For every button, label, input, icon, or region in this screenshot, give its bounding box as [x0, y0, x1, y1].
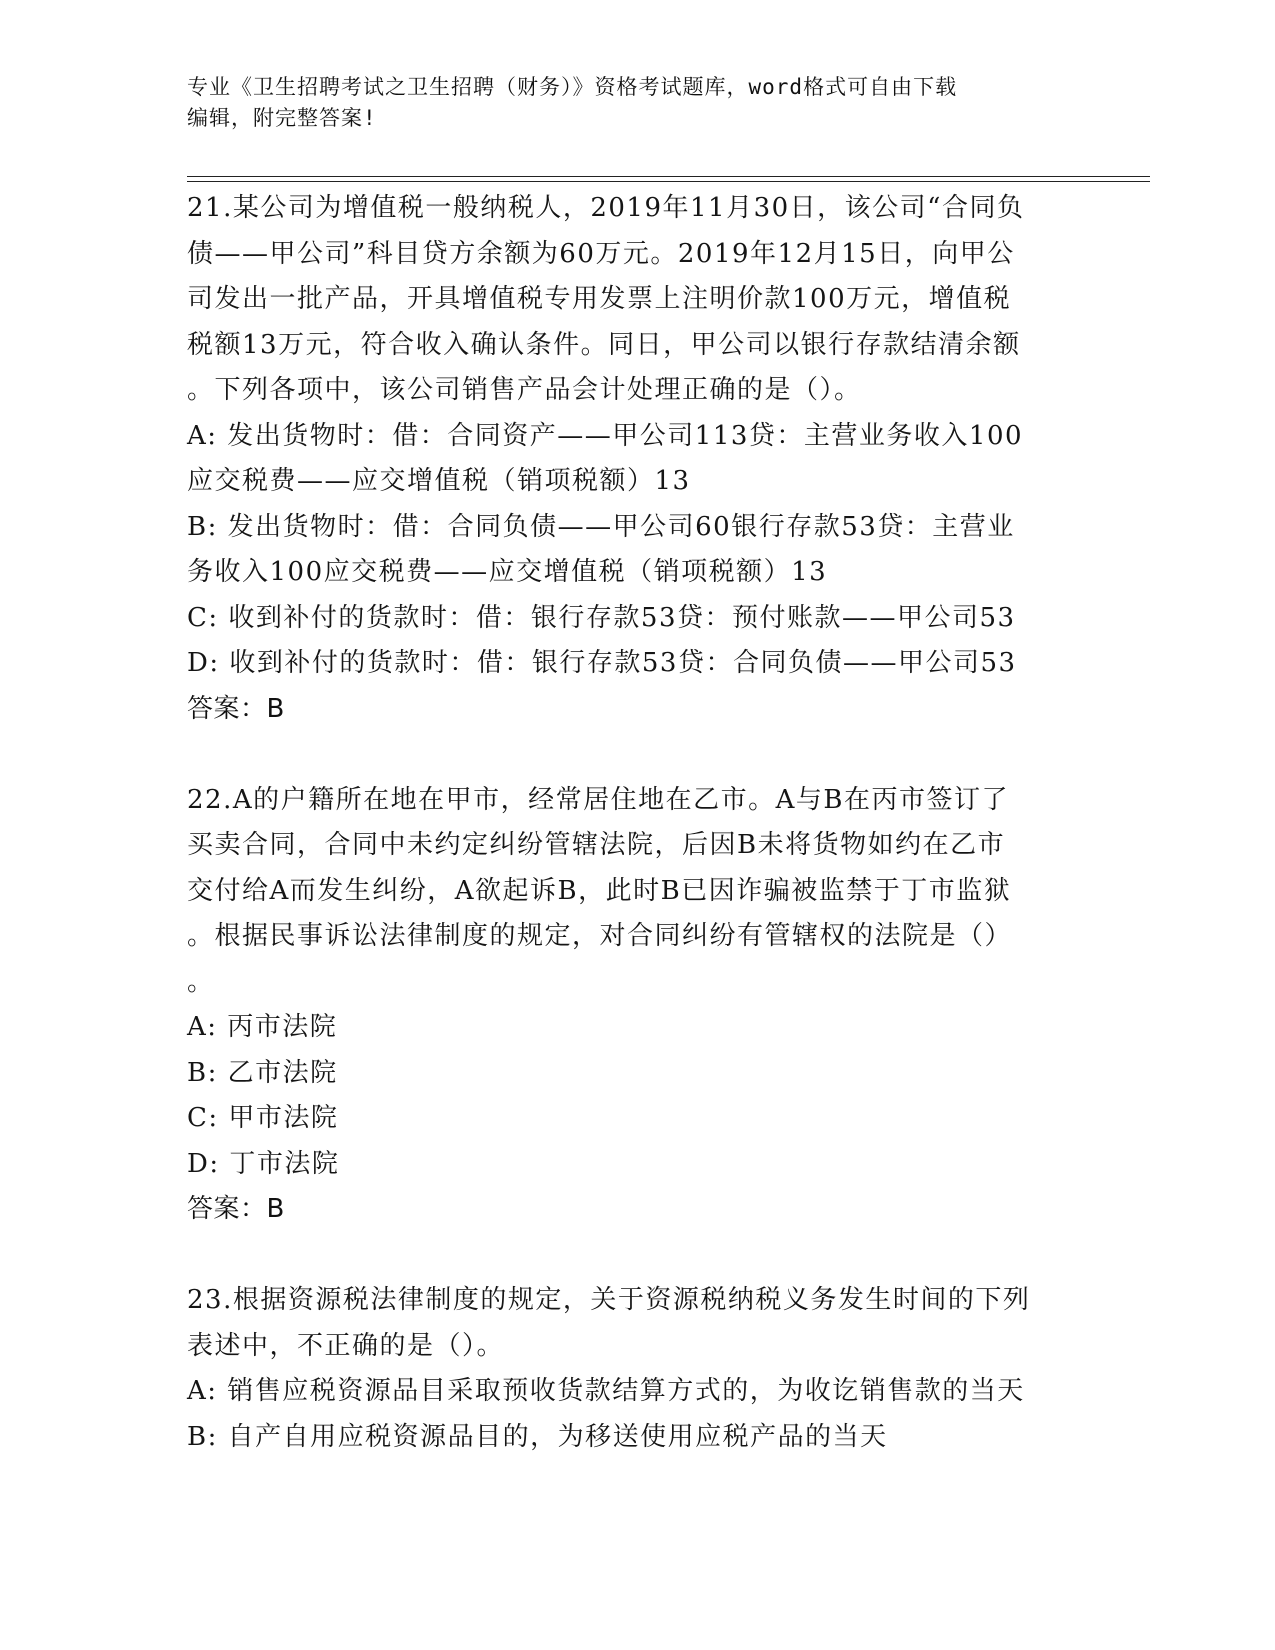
question-21 [187, 186, 1087, 732]
question-stem-line: 表述中，不正确的是（）。 [187, 1330, 505, 1361]
header-line-2: 编辑，附完整答案! [187, 106, 377, 130]
question-stem-line: 债——甲公司”科目贷方余额为60万元。2019年12月15日，向甲公 [187, 238, 1015, 269]
question-stem-line: 交付给A而发生纠纷，A欲起诉B，此时B已因诈骗被监禁于丁市监狱 [187, 875, 1012, 906]
question-stem-line: 。根据民事诉讼法律制度的规定，对合同纠纷有管辖权的法院是（） [187, 921, 1013, 951]
option-a-continued: 应交税费——应交增值税（销项税额）13 [187, 466, 691, 496]
question-spacer [187, 732, 1087, 778]
option-c: C: 甲市法院 [187, 1103, 339, 1133]
question-stem-line: 税额13万元，符合收入确认条件。同日，甲公司以银行存款结清余额 [187, 329, 1021, 360]
option-b: B: 发出货物时：借：合同负债——甲公司60银行存款53贷：主营业 [187, 511, 1015, 542]
question-stem-line: 21.某公司为增值税一般纳税人，2019年11月30日，该公司“合同负 [187, 193, 1025, 223]
header-rule-bottom [187, 181, 1150, 182]
option-a: A: 发出货物时：借：合同资产——甲公司113贷：主营业务收入100 [187, 420, 1024, 451]
option-a: A: 销售应税资源品目采取预收货款结算方式的，为收讫销售款的当天 [187, 1376, 1025, 1406]
answer-line: 答案：B [187, 693, 285, 724]
option-b: B: 乙市法院 [187, 1057, 338, 1088]
question-stem-line: 。 [187, 966, 215, 997]
option-a: A: 丙市法院 [187, 1012, 338, 1042]
question-stem-line: 。下列各项中，该公司销售产品会计处理正确的是（）。 [187, 375, 862, 405]
option-d: D: 收到补付的货款时：借：银行存款53贷：合同负债——甲公司53 [187, 648, 1017, 678]
answer-line: 答案：B [187, 1194, 285, 1224]
header-line-1: 专业《卫生招聘考试之卫生招聘（财务）》资格考试题库，word格式可自由下载 [187, 75, 958, 99]
document-header [187, 72, 1087, 134]
question-23 [187, 1278, 1087, 1460]
option-d: D: 丁市法院 [187, 1148, 340, 1179]
question-stem-line: 23.根据资源税法律制度的规定，关于资源税纳税义务发生时间的下列 [187, 1285, 1031, 1315]
question-spacer [187, 1233, 1087, 1279]
option-b: B: 自产自用应税资源品目的，为移送使用应税产品的当天 [187, 1421, 888, 1452]
option-b-continued: 务收入100应交税费——应交增值税（销项税额）13 [187, 557, 828, 587]
question-stem-line: 22.A的户籍所在地在甲市，经常居住地在乙市。A与B在丙市签订了 [187, 784, 1010, 815]
question-list [187, 186, 1087, 1460]
question-22 [187, 778, 1087, 1233]
option-c: C: 收到补付的货款时：借：银行存款53贷：预付账款——甲公司53 [187, 602, 1016, 633]
question-stem-line: 司发出一批产品，开具增值税专用发票上注明价款100万元，增值税 [187, 284, 1012, 314]
question-stem-line: 买卖合同，合同中未约定纠纷管辖法院，后因B未将货物如约在乙市 [187, 830, 1006, 860]
header-rule-top [187, 176, 1150, 177]
